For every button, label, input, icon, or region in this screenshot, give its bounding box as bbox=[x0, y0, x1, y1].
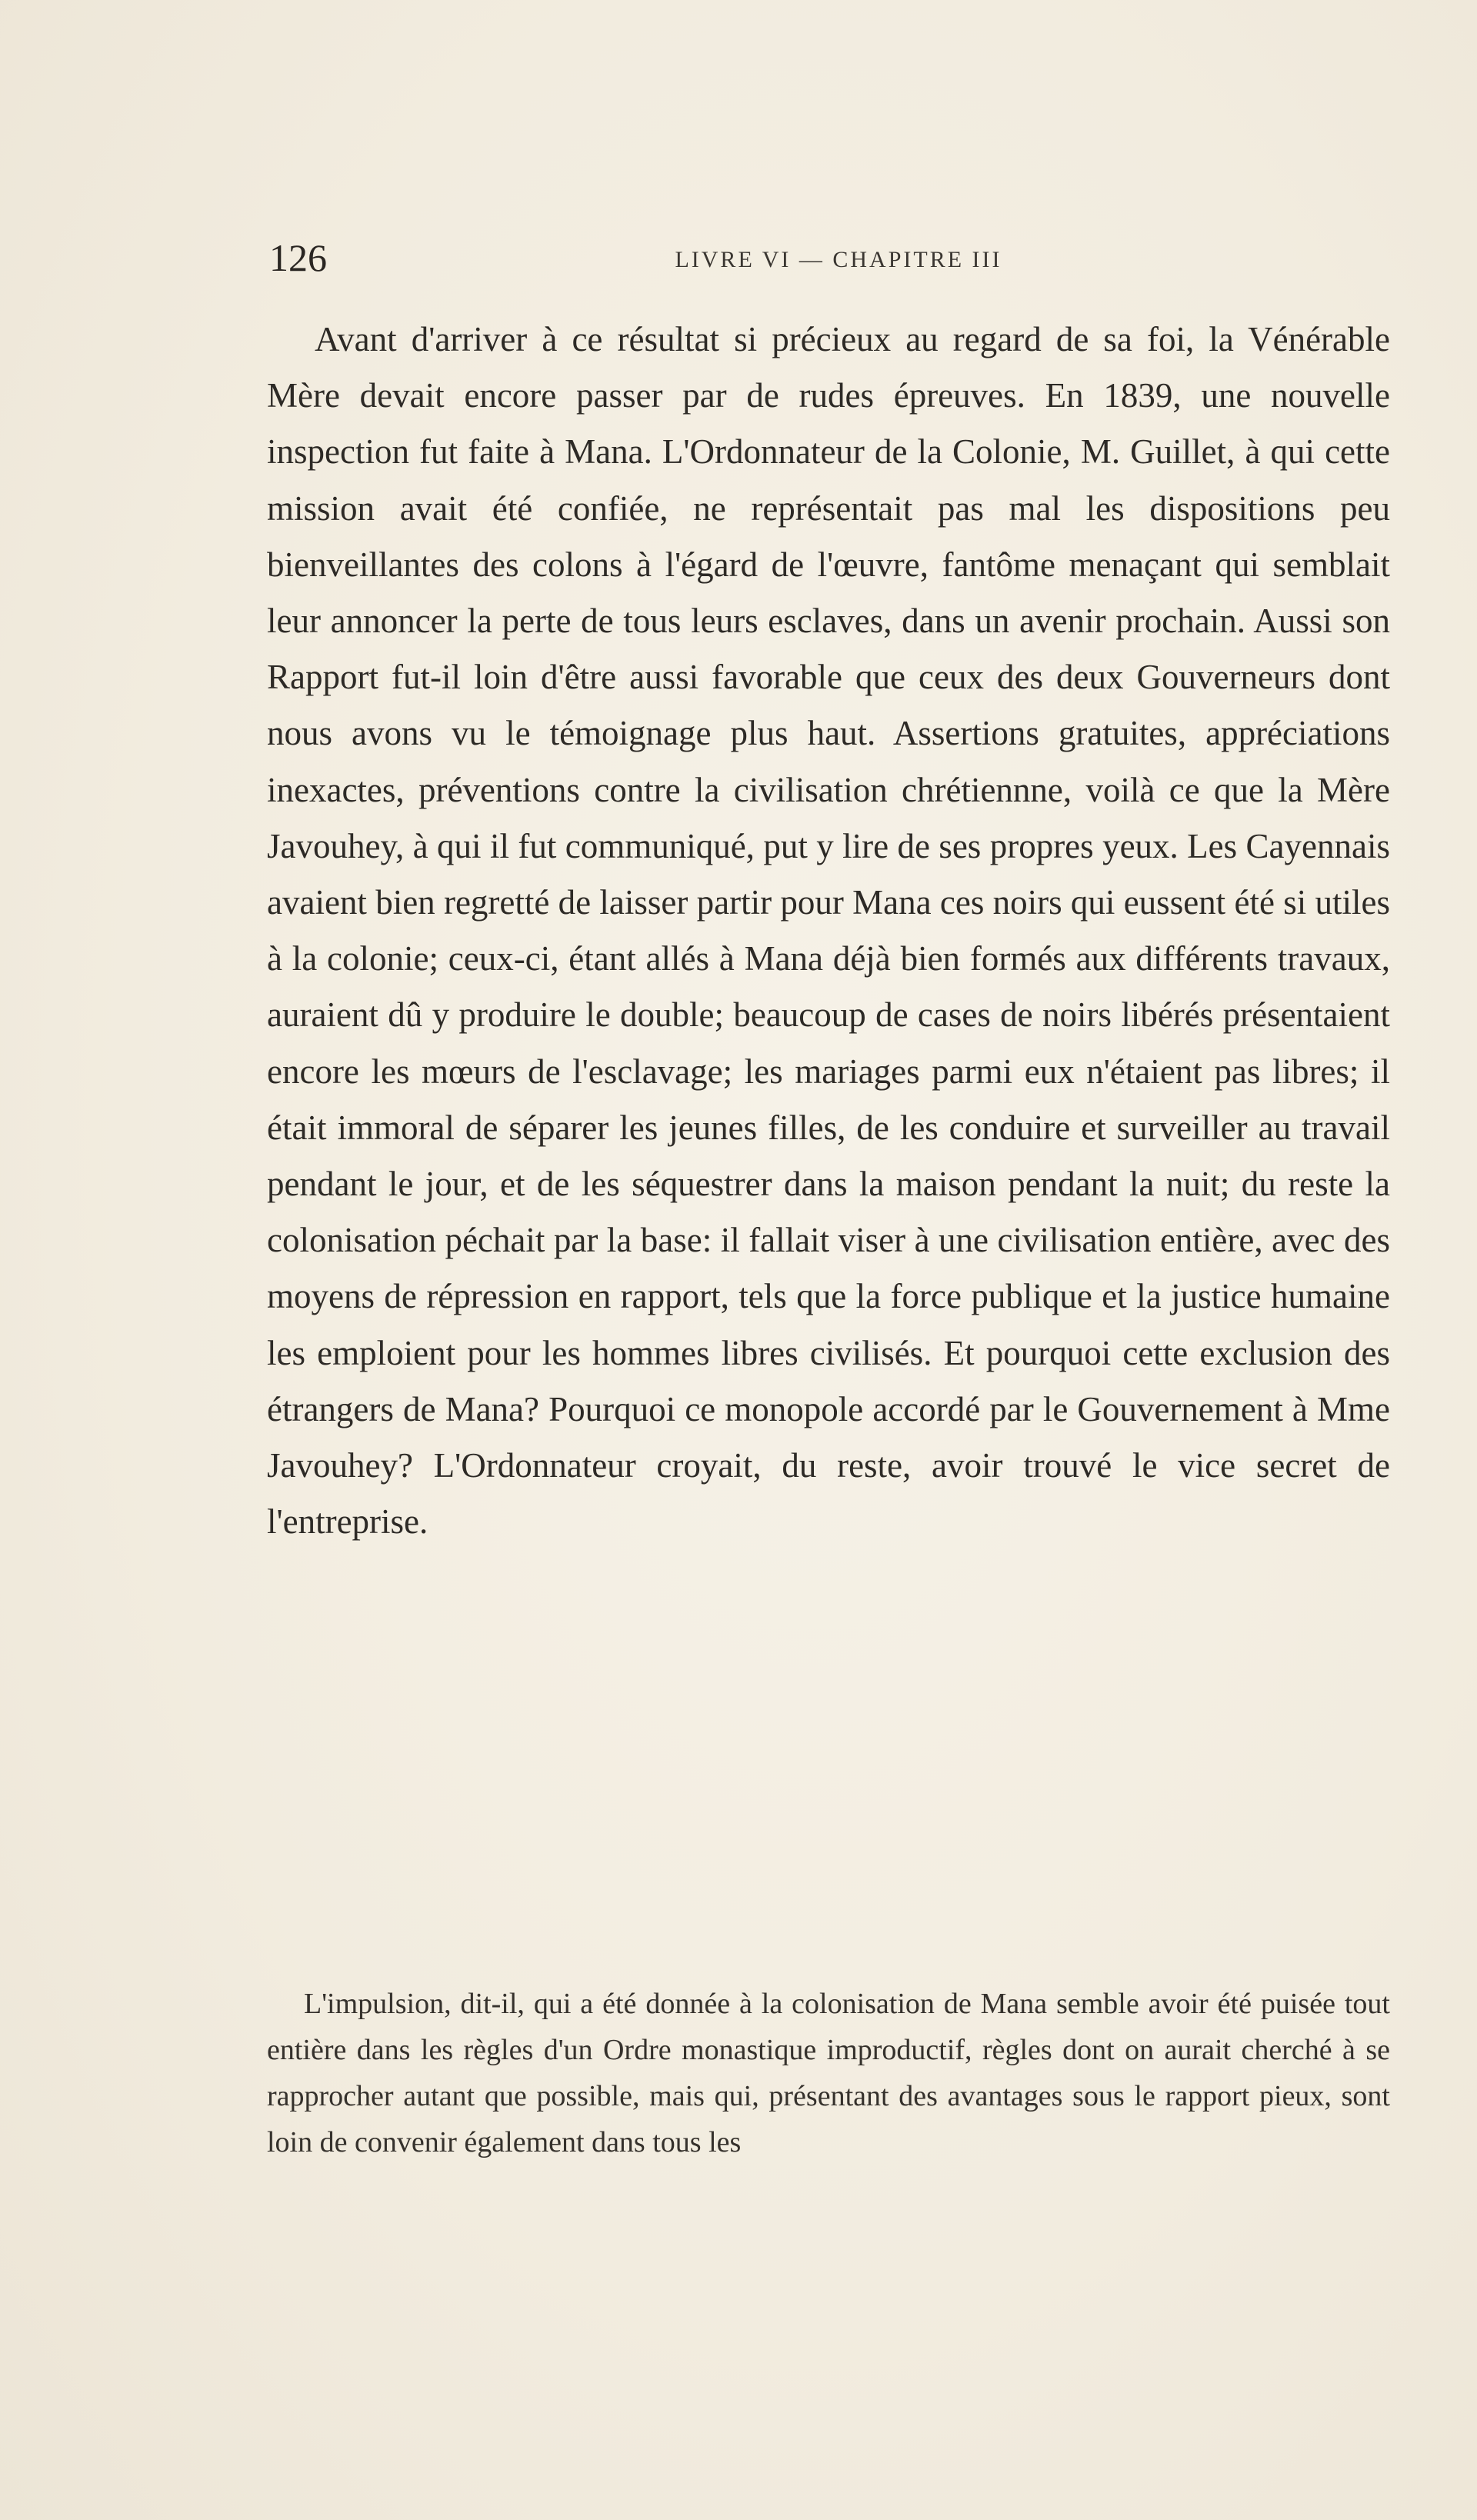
quoted-paragraph: L'impulsion, dit-il, qui a été donnée à la colonisation de Mana semble avoir été puisée tout entière dans les règles d'un Ordre monastique improductif, règles dont on aurait cherché à se rapprocher autant que possible, mais qui, présentant des avantages sous le rapport pieux, sont loin de convenir également dans tous les bbox=[267, 1988, 1390, 2158]
main-paragraph: Avant d'arriver à ce résultat si précieux au regard de sa foi, la Vénérable Mère devait encore passer par de rudes épreuves. En 1839, une nouvelle inspection fut faite à Mana. L'Ordonnateur de la Colonie, M. Guillet, à qui cette mission avait été confiée, ne représentait pas mal les dispositions peu bienveillantes des colons à l'égard de l'œuvre, fantôme menaçant qui semblait leur annoncer la perte de tous leurs esclaves, dans un avenir prochain. Aussi son Rapport fut-il loin d'être aussi favorable que ceux des deux Gouverneurs dont nous avons vu le témoignage plus haut. Assertions gratuites, appréciations inexactes, préventions contre la civilisation chrétiennne, voilà ce que la Mère Javouhey, à qui il fut communiqué, put y lire de ses propres yeux. Les Cayennais avaient bien regretté de laisser partir pour Mana ces noirs qui eussent été si utiles à la colonie; ceux-ci, étant allés à Mana déjà bien formés aux différents travaux, auraient dû y produire le double; beaucoup de cases de noirs libérés présentaient encore les mœurs de l'esclavage; les mariages parmi eux n'étaient pas libres; il était immoral de séparer les jeunes filles, de les conduire et surveiller au travail pendant le jour, et de les séquestrer dans la maison pendant la nuit; du reste la colonisation péchait par la base: il fallait viser à une civilisation entière, avec des moyens de répression en rapport, tels que la force publique et la justice humaine les emploient pour les hommes libres civilisés. Et pourquoi cette exclusion des étrangers de Mana? Pourquoi ce monopole accordé par le Gouvernement à Mme Javouhey? L'Ordonnateur croyait, du reste, avoir trouvé le vice secret de l'entreprise. bbox=[267, 320, 1390, 1542]
quoted-report-block bbox=[267, 1981, 1390, 2165]
page-header bbox=[269, 231, 1408, 285]
page-number: 126 bbox=[269, 236, 327, 279]
main-text-block bbox=[267, 312, 1390, 1550]
running-head: LIVRE VI — CHAPITRE III bbox=[675, 247, 1002, 272]
